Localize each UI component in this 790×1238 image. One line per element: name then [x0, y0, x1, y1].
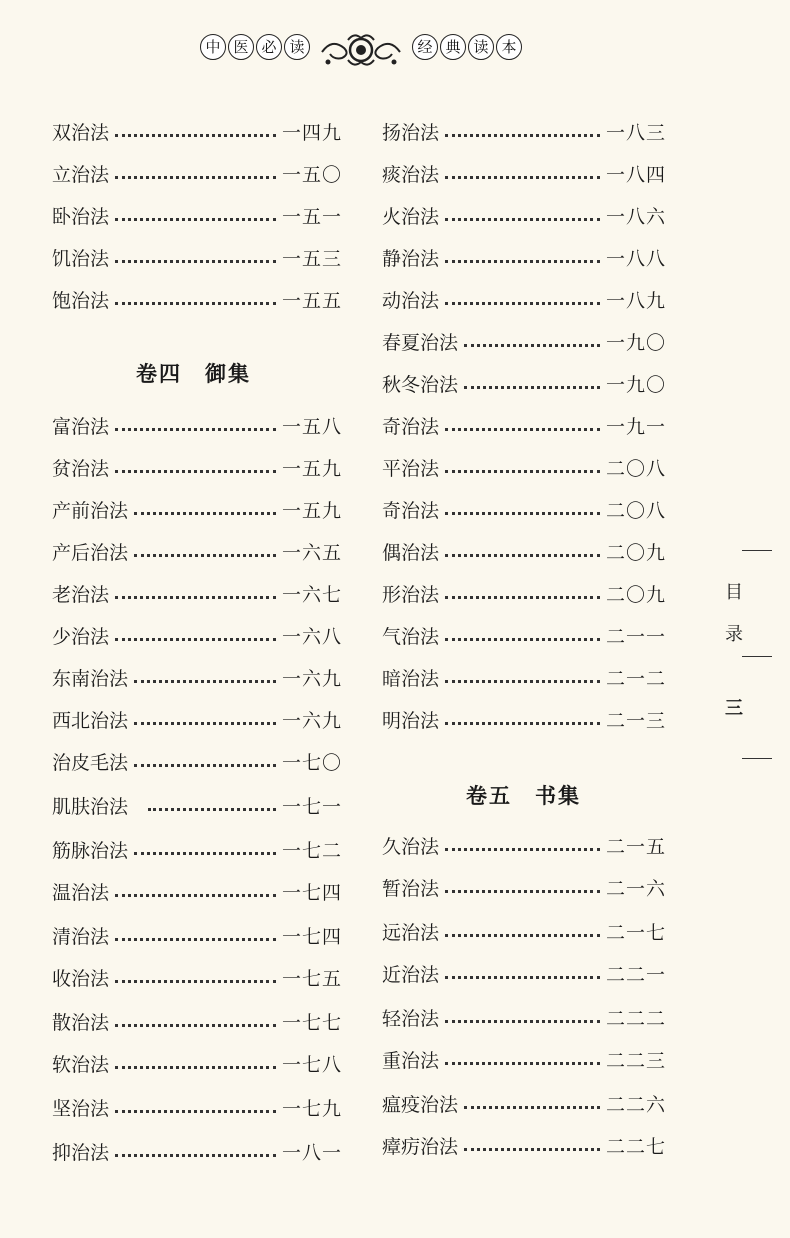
toc-entry-title: 富治法: [52, 415, 110, 438]
toc-entry-page: 二二七: [605, 1135, 666, 1158]
leader-dots: [445, 428, 600, 431]
leader-dots: [464, 1148, 600, 1151]
toc-entry-page: 二二二: [605, 1007, 666, 1030]
toc-entry-page: 一九〇: [605, 331, 666, 354]
series-title: [200, 34, 310, 60]
toc-entry-title: 肌肤治法: [52, 795, 129, 818]
toc-entry-title: 清治法: [52, 925, 110, 948]
book-type-char: 经: [412, 34, 438, 60]
toc-entry-title: 散治法: [52, 1011, 110, 1034]
series-title-char: 医: [228, 34, 254, 60]
toc-entry: [52, 1006, 342, 1036]
toc-entry-page: 一五八: [281, 415, 342, 438]
toc-entry: [52, 962, 342, 992]
toc-entry-title: 暗治法: [382, 667, 440, 690]
leader-dots: [115, 938, 276, 941]
toc-entry-title: 轻治法: [382, 1007, 440, 1030]
toc-entry: [382, 326, 666, 356]
toc-entry: [382, 704, 666, 734]
toc-entry-page: 一七八: [281, 1053, 342, 1076]
toc-entry: [382, 958, 666, 988]
margin-rule: [742, 758, 772, 759]
toc-entry-page: 一六九: [281, 709, 342, 732]
toc-entry-title: 奇治法: [382, 415, 440, 438]
toc-entry: [52, 876, 342, 906]
toc-entry-page: 二〇九: [605, 541, 666, 564]
leader-dots: [445, 1020, 600, 1023]
leader-dots: [445, 890, 600, 893]
toc-entry-title: 瘟疫治法: [382, 1093, 459, 1116]
toc-entry-page: 一五一: [281, 205, 342, 228]
leader-dots: [445, 848, 600, 851]
toc-entry: [52, 452, 342, 482]
toc-entry-page: 一七九: [281, 1097, 342, 1120]
margin-rule: [742, 656, 772, 657]
leader-dots: [134, 680, 276, 683]
toc-entry: [382, 410, 666, 440]
toc-entry-title: 秋冬治法: [382, 373, 459, 396]
leader-dots: [115, 302, 276, 305]
book-type-char: 典: [440, 34, 466, 60]
series-title-char: 中: [200, 34, 226, 60]
leader-dots: [445, 134, 600, 137]
toc-entry-page: 一八一: [281, 1141, 342, 1164]
toc-entry-title: 近治法: [382, 963, 440, 986]
toc-entry-title: 筋脉治法: [52, 839, 129, 862]
toc-entry: [52, 494, 342, 524]
toc-entry-title: 坚治法: [52, 1097, 110, 1120]
toc-entry-page: 一八六: [605, 205, 666, 228]
leader-dots: [445, 976, 600, 979]
leader-dots: [115, 134, 276, 137]
leader-dots: [115, 428, 276, 431]
toc-entry: [52, 410, 342, 440]
toc-entry-title: 静治法: [382, 247, 440, 270]
toc-entry: [382, 1130, 666, 1160]
toc-entry: [52, 242, 342, 272]
toc-entry-page: 一七一: [281, 795, 342, 818]
leader-dots: [115, 1110, 276, 1113]
toc-entry: [52, 536, 342, 566]
toc-entry-page: 二一七: [605, 921, 666, 944]
toc-entry-page: 一九一: [605, 415, 666, 438]
leader-dots: [445, 302, 600, 305]
leader-dots: [134, 554, 276, 557]
toc-entry: [382, 368, 666, 398]
toc-entry-page: 一七五: [281, 967, 342, 990]
toc-entry-title: 西北治法: [52, 709, 129, 732]
margin-rule: [742, 550, 772, 551]
toc-entry-title: 治皮毛法: [52, 751, 129, 774]
section-title: 卷四 御集: [136, 362, 251, 386]
toc-entry-title: 火治法: [382, 205, 440, 228]
leader-dots: [445, 934, 600, 937]
toc-entry: [382, 830, 666, 860]
toc-entry-title: 重治法: [382, 1049, 440, 1072]
leader-dots: [134, 722, 276, 725]
toc-entry: [382, 116, 666, 146]
leader-dots: [134, 852, 276, 855]
toc-entry: [382, 158, 666, 188]
leader-dots: [445, 722, 600, 725]
toc-entry-page: 一五九: [281, 457, 342, 480]
toc-entry: [52, 620, 342, 650]
toc-entry-page: 一五九: [281, 499, 342, 522]
toc-entry: [382, 536, 666, 566]
toc-entry-page: 一七七: [281, 1011, 342, 1034]
toc-entry-title: 春夏治法: [382, 331, 459, 354]
toc-entry: [382, 916, 666, 946]
toc-entry: [52, 158, 342, 188]
toc-entry: [52, 834, 342, 864]
toc-entry-page: 一五五: [281, 289, 342, 312]
toc-entry-title: 暂治法: [382, 877, 440, 900]
leader-dots: [464, 344, 600, 347]
toc-entry: [52, 200, 342, 230]
leader-dots: [115, 218, 276, 221]
leader-dots: [445, 554, 600, 557]
toc-entry-page: 一八三: [605, 121, 666, 144]
toc-entry: [52, 746, 342, 776]
toc-entry-title: 双治法: [52, 121, 110, 144]
margin-section-label: 目: [725, 582, 743, 603]
leader-dots: [445, 1062, 600, 1065]
toc-entry-page: 二二三: [605, 1049, 666, 1072]
toc-entry: [52, 284, 342, 314]
toc-entry-page: 二〇九: [605, 583, 666, 606]
toc-entry: [52, 1048, 342, 1078]
toc-entry-title: 饱治法: [52, 289, 110, 312]
toc-entry-title: 卧治法: [52, 205, 110, 228]
toc-entry-title: 老治法: [52, 583, 110, 606]
toc-entry-title: 产后治法: [52, 541, 129, 564]
leader-dots: [115, 638, 276, 641]
toc-entry-page: 二二一: [605, 963, 666, 986]
toc-entry: [382, 578, 666, 608]
toc-entry-page: 二一三: [605, 709, 666, 732]
toc-entry-title: 平治法: [382, 457, 440, 480]
leader-dots: [115, 1024, 276, 1027]
leader-dots: [115, 260, 276, 263]
toc-entry-page: 二一二: [605, 667, 666, 690]
toc-entry-page: 一五〇: [281, 163, 342, 186]
toc-entry: [382, 452, 666, 482]
book-type-char: 读: [468, 34, 494, 60]
leader-dots: [115, 470, 276, 473]
book-type-char: 本: [496, 34, 522, 60]
toc-entry-page: 一六七: [281, 583, 342, 606]
toc-entry-title: 产前治法: [52, 499, 129, 522]
margin-section-label: 录: [725, 624, 743, 645]
toc-entry-page: 一六八: [281, 625, 342, 648]
toc-entry-page: 一八四: [605, 163, 666, 186]
toc-entry-page: 二一六: [605, 877, 666, 900]
toc-entry-page: 一四九: [281, 121, 342, 144]
toc-entry-title: 久治法: [382, 835, 440, 858]
toc-entry-title: 东南治法: [52, 667, 129, 690]
toc-entry-page: 一八八: [605, 247, 666, 270]
toc-entry: [382, 494, 666, 524]
toc-entry-title: 温治法: [52, 881, 110, 904]
toc-entry: [382, 1088, 666, 1118]
leader-dots: [134, 764, 276, 767]
toc-entry-title: 瘴疠治法: [382, 1135, 459, 1158]
leader-dots: [445, 176, 600, 179]
toc-entry-page: 一七〇: [281, 751, 342, 774]
toc-entry-title: 立治法: [52, 163, 110, 186]
book-type: [412, 34, 522, 60]
toc-entry: [52, 578, 342, 608]
toc-entry-title: 远治法: [382, 921, 440, 944]
toc-entry-page: 二一一: [605, 625, 666, 648]
leader-dots: [115, 1154, 276, 1157]
toc-entry-title: 软治法: [52, 1053, 110, 1076]
toc-entry-page: 一六九: [281, 667, 342, 690]
section-title: 卷五 书集: [466, 784, 581, 808]
leader-dots: [115, 176, 276, 179]
series-title-char: 读: [284, 34, 310, 60]
leader-dots: [445, 218, 600, 221]
leader-dots: [464, 386, 600, 389]
toc-entry: [52, 920, 342, 950]
toc-entry-title: 动治法: [382, 289, 440, 312]
leader-dots: [148, 808, 276, 811]
leader-dots: [445, 512, 600, 515]
toc-entry-title: 气治法: [382, 625, 440, 648]
toc-entry: [382, 872, 666, 902]
toc-entry: [52, 704, 342, 734]
page-number: 三: [725, 698, 743, 719]
leader-dots: [445, 260, 600, 263]
leader-dots: [445, 470, 600, 473]
toc-entry: [382, 242, 666, 272]
toc-entry: [382, 620, 666, 650]
floral-ornament-icon: [318, 30, 404, 70]
toc-entry-title: 形治法: [382, 583, 440, 606]
toc-entry-page: 一五三: [281, 247, 342, 270]
toc-entry-page: 二二六: [605, 1093, 666, 1116]
toc-entry-title: 偶治法: [382, 541, 440, 564]
toc-entry-page: 一七二: [281, 839, 342, 862]
toc-entry-page: 一七四: [281, 881, 342, 904]
leader-dots: [134, 512, 276, 515]
toc-entry: [52, 1136, 342, 1166]
leader-dots: [115, 894, 276, 897]
toc-entry: [52, 116, 342, 146]
toc-entry-title: 明治法: [382, 709, 440, 732]
toc-entry-page: 二一五: [605, 835, 666, 858]
toc-entry: [382, 284, 666, 314]
toc-entry: [52, 1092, 342, 1122]
toc-entry-page: 一八九: [605, 289, 666, 312]
toc-entry: [52, 790, 342, 820]
leader-dots: [445, 680, 600, 683]
series-title-char: 必: [256, 34, 282, 60]
toc-entry-title: 抑治法: [52, 1141, 110, 1164]
toc-entry-title: 饥治法: [52, 247, 110, 270]
toc-entry-page: 二〇八: [605, 457, 666, 480]
toc-entry-page: 一九〇: [605, 373, 666, 396]
leader-dots: [115, 980, 276, 983]
toc-entry-title: 少治法: [52, 625, 110, 648]
leader-dots: [464, 1106, 600, 1109]
toc-entry-page: 二〇八: [605, 499, 666, 522]
running-header: [200, 30, 530, 70]
toc-entry-title: 奇治法: [382, 499, 440, 522]
toc-entry-title: 痰治法: [382, 163, 440, 186]
leader-dots: [115, 596, 276, 599]
leader-dots: [445, 596, 600, 599]
toc-entry: [382, 662, 666, 692]
toc-entry-page: 一六五: [281, 541, 342, 564]
toc-entry-page: 一七四: [281, 925, 342, 948]
toc-entry-title: 收治法: [52, 967, 110, 990]
toc-entry: [382, 1044, 666, 1074]
toc-entry-title: 贫治法: [52, 457, 110, 480]
leader-dots: [445, 638, 600, 641]
leader-dots: [115, 1066, 276, 1069]
toc-entry: [52, 662, 342, 692]
toc-entry: [382, 1002, 666, 1032]
toc-entry: [382, 200, 666, 230]
toc-entry-title: 扬治法: [382, 121, 440, 144]
